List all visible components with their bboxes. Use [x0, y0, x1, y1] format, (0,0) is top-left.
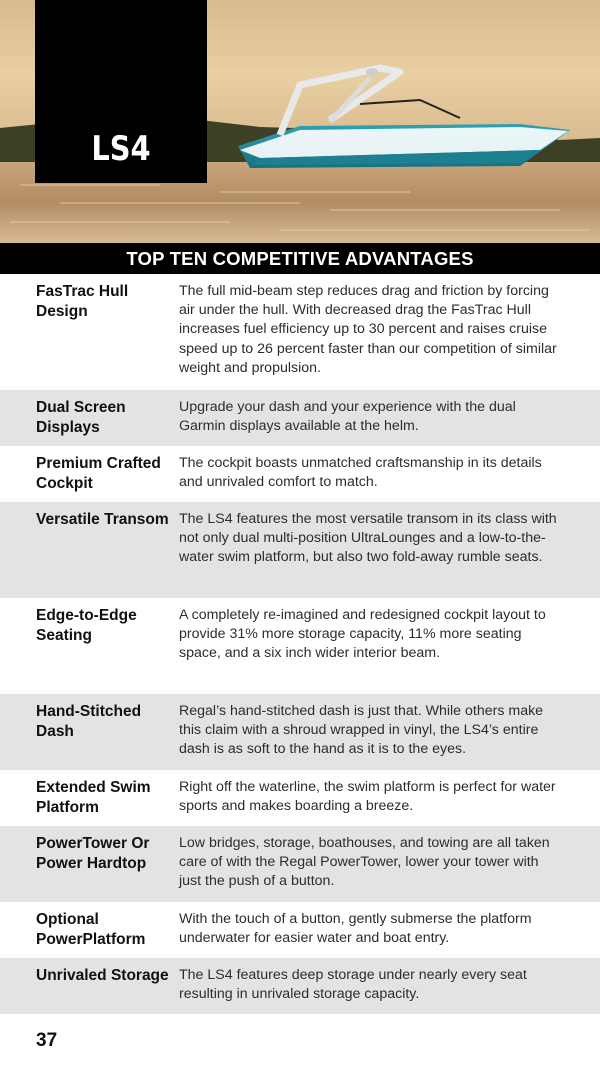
feature-name: Hand-Stitched Dash — [36, 703, 142, 740]
feature-description: The LS4 features deep storage under nearly every seat resulting in unrivaled storage capacity. — [179, 967, 527, 1003]
table-row — [0, 826, 600, 902]
feature-name: Extended Swim Platform — [36, 779, 151, 816]
feature-name: PowerTower Or Power Hardtop — [36, 835, 150, 872]
model-name: LS4 — [91, 129, 151, 169]
feature-description: With the touch of a button, gently submerse the platform underwater for easier water and boat entry. — [179, 911, 532, 947]
table-row — [0, 446, 600, 502]
feature-description: The LS4 features the most versatile transom in its class with not only dual multi-position UltraLounges and a low-to-the-water swim platform, but also two fold-away rumble seats. — [179, 511, 557, 566]
hero-image — [0, 0, 600, 243]
feature-description: Right off the waterline, the swim platform is perfect for water sports and makes boarding a breeze. — [179, 779, 556, 815]
feature-name: Versatile Transom — [36, 511, 169, 528]
feature-name: Premium Crafted Cockpit — [36, 455, 161, 492]
table-row — [0, 958, 600, 1014]
feature-name: Dual Screen Displays — [36, 399, 126, 436]
feature-name: Optional PowerPlatform — [36, 911, 146, 948]
feature-description: The cockpit boasts unmatched craftsmanship in its details and unrivaled comfort to match. — [179, 455, 542, 491]
feature-name: FasTrac Hull Design — [36, 283, 129, 320]
table-row — [0, 902, 600, 958]
feature-description: The full mid-beam step reduces drag and friction by forcing air under the hull. With decreased drag the FasTrac Hull increases fuel efficiency up to 30 percent and raises cruise speed up to 26 percent faster than our competition of similar weight and propulsion. — [179, 283, 557, 376]
feature-name: Edge-to-Edge Seating — [36, 607, 137, 644]
table-row — [0, 694, 600, 770]
table-row — [0, 274, 600, 390]
table-row — [0, 502, 600, 598]
table-row — [0, 390, 600, 446]
section-title: TOP TEN COMPETITIVE ADVANTAGES — [0, 243, 600, 274]
advantages-table — [0, 274, 600, 1014]
page-number: 37 — [36, 1030, 58, 1051]
feature-name: Unrivaled Storage — [36, 967, 169, 984]
feature-description: Regal’s hand-stitched dash is just that. While others make this claim with a shroud wrapped in vinyl, the LS4’s entire dash is as soft to the hand as it is to the eyes. — [179, 703, 544, 758]
model-label-box — [35, 0, 207, 183]
feature-description: Low bridges, storage, boathouses, and towing are all taken care of with the Regal PowerTower, lower your tower with just the push of a button. — [179, 835, 550, 890]
table-row — [0, 770, 600, 826]
feature-description: A completely re-imagined and redesigned cockpit layout to provide 31% more storage capacity, 11% more seating space, and a six inch wider interior beam. — [179, 607, 546, 662]
feature-description: Upgrade your dash and your experience with the dual Garmin displays available at the helm. — [179, 399, 516, 435]
table-row — [0, 598, 600, 694]
